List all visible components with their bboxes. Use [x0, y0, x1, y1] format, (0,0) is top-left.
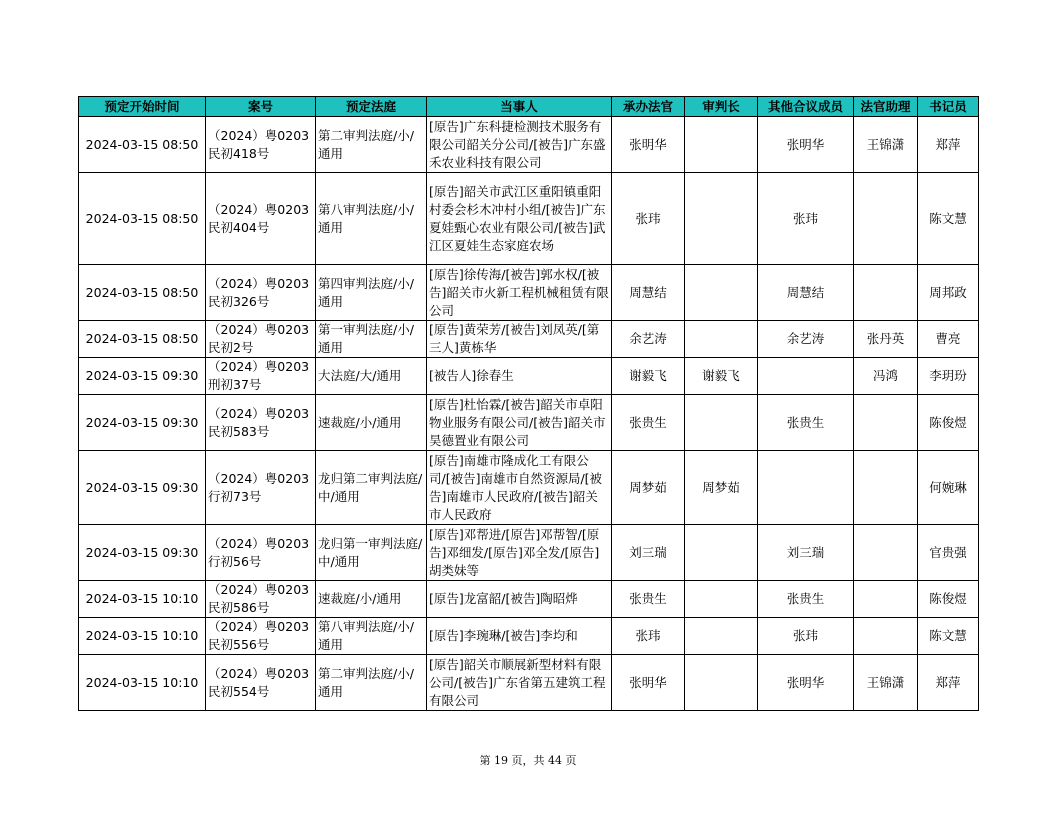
cell-chief-judge — [685, 525, 758, 581]
cell-panel-members: 张明华 — [758, 655, 854, 711]
table-row — [79, 321, 979, 358]
cell-time: 2024-03-15 10:10 — [79, 655, 206, 711]
cell-presiding-judge: 张明华 — [612, 117, 685, 173]
cell-court: 第八审判法庭/小/通用 — [316, 173, 427, 265]
cell-presiding-judge: 周梦茹 — [612, 451, 685, 525]
cell-case-number: （2024）粤0203民初404号 — [206, 173, 316, 265]
cell-case-number: （2024）粤0203刑初37号 — [206, 358, 316, 395]
cell-case-number: （2024）粤0203民初586号 — [206, 581, 316, 618]
cell-court: 第二审判法庭/小/通用 — [316, 117, 427, 173]
table-row — [79, 358, 979, 395]
cell-case-number: （2024）粤0203民初556号 — [206, 618, 316, 655]
cell-chief-judge — [685, 173, 758, 265]
cell-chief-judge — [685, 117, 758, 173]
table-row — [79, 451, 979, 525]
header-clerk: 书记员 — [918, 97, 979, 117]
cell-judge-assistant: 张丹英 — [854, 321, 918, 358]
cell-clerk: 何婉琳 — [918, 451, 979, 525]
table-row — [79, 618, 979, 655]
cell-clerk: 官贵强 — [918, 525, 979, 581]
cell-time: 2024-03-15 10:10 — [79, 618, 206, 655]
cell-clerk: 陈文慧 — [918, 618, 979, 655]
cell-court: 第四审判法庭/小/通用 — [316, 265, 427, 321]
cell-chief-judge — [685, 395, 758, 451]
cell-judge-assistant: 王锦潇 — [854, 655, 918, 711]
cell-chief-judge — [685, 321, 758, 358]
cell-presiding-judge: 刘三瑞 — [612, 525, 685, 581]
cell-clerk: 陈俊煜 — [918, 581, 979, 618]
cell-presiding-judge: 张玮 — [612, 618, 685, 655]
cell-case-number: （2024）粤0203民初2号 — [206, 321, 316, 358]
cell-clerk: 曹亮 — [918, 321, 979, 358]
table-row — [79, 265, 979, 321]
cell-time: 2024-03-15 08:50 — [79, 173, 206, 265]
table-row — [79, 655, 979, 711]
cell-time: 2024-03-15 09:30 — [79, 451, 206, 525]
cell-parties: [原告]李琬琳/[被告]李均和 — [427, 618, 612, 655]
cell-presiding-judge: 张明华 — [612, 655, 685, 711]
cell-judge-assistant — [854, 525, 918, 581]
table-row — [79, 525, 979, 581]
cell-panel-members: 张玮 — [758, 173, 854, 265]
cell-panel-members: 张贵生 — [758, 395, 854, 451]
cell-presiding-judge: 余艺涛 — [612, 321, 685, 358]
page-number-footer: 第 19 页，共 44 页 — [479, 754, 577, 767]
header-court: 预定法庭 — [316, 97, 427, 117]
header-parties: 当事人 — [427, 97, 612, 117]
cell-panel-members: 张玮 — [758, 618, 854, 655]
header-time: 预定开始时间 — [79, 97, 206, 117]
cell-case-number: （2024）粤0203民初418号 — [206, 117, 316, 173]
cell-parties: [原告]南雄市隆成化工有限公司/[被告]南雄市自然资源局/[被告]南雄市人民政府/[被告]韶关市人民政府 — [427, 451, 612, 525]
cell-presiding-judge: 张贵生 — [612, 581, 685, 618]
cell-judge-assistant — [854, 265, 918, 321]
table-row — [79, 173, 979, 265]
cell-case-number: （2024）粤0203行初56号 — [206, 525, 316, 581]
cell-time: 2024-03-15 09:30 — [79, 525, 206, 581]
cell-panel-members: 张明华 — [758, 117, 854, 173]
cell-panel-members: 刘三瑞 — [758, 525, 854, 581]
cell-judge-assistant — [854, 581, 918, 618]
cell-parties: [原告]龙富韶/[被告]陶昭烨 — [427, 581, 612, 618]
cell-panel-members — [758, 358, 854, 395]
cell-presiding-judge: 张玮 — [612, 173, 685, 265]
cell-clerk: 郑萍 — [918, 117, 979, 173]
cell-judge-assistant — [854, 618, 918, 655]
cell-time: 2024-03-15 08:50 — [79, 265, 206, 321]
cell-time: 2024-03-15 08:50 — [79, 117, 206, 173]
cell-judge-assistant — [854, 451, 918, 525]
cell-judge-assistant — [854, 173, 918, 265]
cell-judge-assistant — [854, 395, 918, 451]
cell-panel-members — [758, 451, 854, 525]
cell-clerk: 陈文慧 — [918, 173, 979, 265]
cell-presiding-judge: 周慧结 — [612, 265, 685, 321]
cell-court: 龙归第一审判法庭/中/通用 — [316, 525, 427, 581]
cell-case-number: （2024）粤0203行初73号 — [206, 451, 316, 525]
cell-chief-judge — [685, 581, 758, 618]
table-header-row — [79, 97, 979, 117]
cell-case-number: （2024）粤0203民初583号 — [206, 395, 316, 451]
cell-chief-judge — [685, 265, 758, 321]
header-panel-members: 其他合议成员 — [758, 97, 854, 117]
cell-clerk: 周邦政 — [918, 265, 979, 321]
header-case-number: 案号 — [206, 97, 316, 117]
cell-case-number: （2024）粤0203民初554号 — [206, 655, 316, 711]
cell-time: 2024-03-15 09:30 — [79, 395, 206, 451]
cell-chief-judge: 周梦茹 — [685, 451, 758, 525]
cell-time: 2024-03-15 09:30 — [79, 358, 206, 395]
cell-time: 2024-03-15 08:50 — [79, 321, 206, 358]
cell-judge-assistant: 王锦潇 — [854, 117, 918, 173]
cell-case-number: （2024）粤0203民初326号 — [206, 265, 316, 321]
header-chief-judge: 审判长 — [685, 97, 758, 117]
cell-panel-members: 余艺涛 — [758, 321, 854, 358]
cell-clerk: 郑萍 — [918, 655, 979, 711]
cell-clerk: 李玥玢 — [918, 358, 979, 395]
cell-chief-judge: 谢毅飞 — [685, 358, 758, 395]
cell-court: 龙归第二审判法庭/中/通用 — [316, 451, 427, 525]
cell-panel-members: 周慧结 — [758, 265, 854, 321]
cell-court: 大法庭/大/通用 — [316, 358, 427, 395]
cell-judge-assistant: 冯鸿 — [854, 358, 918, 395]
table-row — [79, 117, 979, 173]
cell-parties: [原告]徐传海/[被告]郭水权/[被告]韶关市火新工程机械租赁有限公司 — [427, 265, 612, 321]
cell-court: 第八审判法庭/小/通用 — [316, 618, 427, 655]
cell-parties: [原告]广东科捷检测技术服务有限公司韶关分公司/[被告]广东盛禾农业科技有限公司 — [427, 117, 612, 173]
cell-parties: [原告]杜怡霖/[被告]韶关市卓阳物业服务有限公司/[被告]韶关市昊德置业有限公司 — [427, 395, 612, 451]
cell-court: 速裁庭/小/通用 — [316, 395, 427, 451]
table-row — [79, 581, 979, 618]
cell-presiding-judge: 谢毅飞 — [612, 358, 685, 395]
cell-parties: [原告]韶关市顺展新型材料有限公司/[被告]广东省第五建筑工程有限公司 — [427, 655, 612, 711]
cell-court: 速裁庭/小/通用 — [316, 581, 427, 618]
cell-parties: [被告人]徐春生 — [427, 358, 612, 395]
cell-court: 第一审判法庭/小/通用 — [316, 321, 427, 358]
cell-parties: [原告]韶关市武江区重阳镇重阳村委会杉木冲村小组/[被告]广东夏娃甄心农业有限公司/[被告]武江区夏娃生态家庭农场 — [427, 173, 612, 265]
cell-time: 2024-03-15 10:10 — [79, 581, 206, 618]
cell-panel-members: 张贵生 — [758, 581, 854, 618]
cell-chief-judge — [685, 655, 758, 711]
hearing-schedule-table — [78, 96, 979, 711]
table-row — [79, 395, 979, 451]
cell-parties: [原告]黄荣芳/[被告]刘凤英/[第三人]黄栋华 — [427, 321, 612, 358]
header-judge-assistant: 法官助理 — [854, 97, 918, 117]
cell-chief-judge — [685, 618, 758, 655]
cell-clerk: 陈俊煜 — [918, 395, 979, 451]
header-presiding-judge: 承办法官 — [612, 97, 685, 117]
cell-presiding-judge: 张贵生 — [612, 395, 685, 451]
cell-parties: [原告]邓帮进/[原告]邓帮智/[原告]邓细发/[原告]邓全发/[原告]胡类妹等 — [427, 525, 612, 581]
cell-court: 第二审判法庭/小/通用 — [316, 655, 427, 711]
